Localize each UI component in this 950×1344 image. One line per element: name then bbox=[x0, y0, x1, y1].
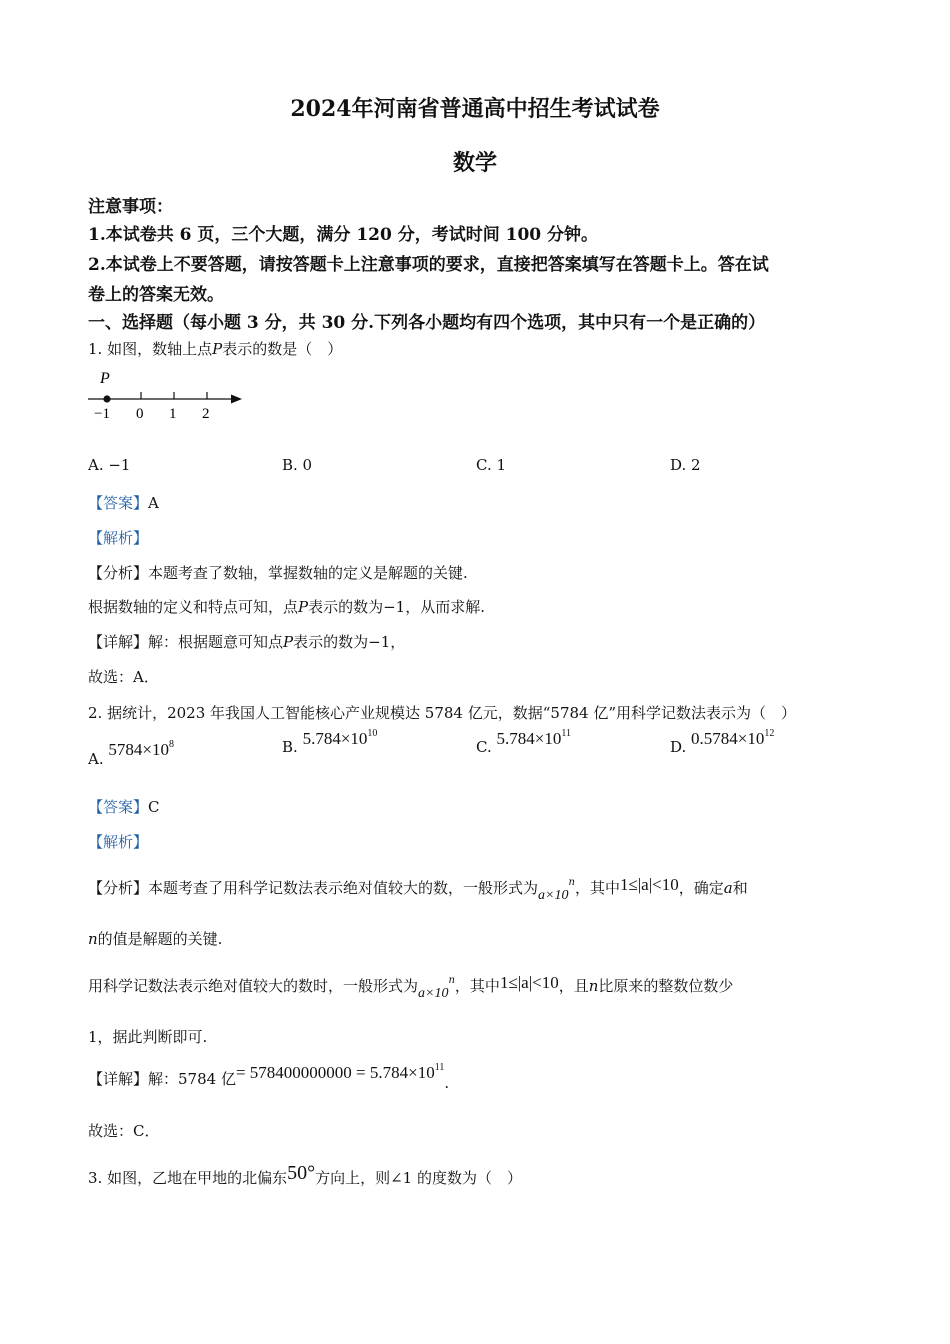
q2-option-c: C. $5.784\times 10^{11}$ bbox=[476, 728, 571, 756]
q2-stem: 2. 据统计，2023 年我国人工智能核心产业规模达 5784 亿元，数据“5784 亿”用科学记数法表示为（ ） bbox=[88, 704, 797, 722]
q2-option-b: B. $5.784\times 10^{10}$ bbox=[282, 728, 378, 756]
q1-option-d: D. 2 bbox=[670, 456, 701, 474]
q3-stem: 3. 如图，乙地在甲地的北偏东50°方向上，则∠1 的度数为（ ） bbox=[88, 1162, 522, 1187]
q2-conclusion: 故选：C． bbox=[88, 1122, 160, 1140]
q1-option-a: A. −1 bbox=[88, 456, 131, 474]
q1-option-c: C. 1 bbox=[476, 456, 507, 474]
q2-line4: 1，据此判断即可. bbox=[88, 1028, 208, 1046]
section-heading: 一、选择题（每小题 3 分，共 30 分.下列各小题均有四个选项，其中只有一个是正确的） bbox=[88, 313, 766, 333]
q2-fenxi: 【分析】本题考查了用科学记数法表示绝对值较大的数，一般形式为$a\times 10^n$，其中1≤|a|<10，确定a和 bbox=[88, 875, 748, 903]
q2-option-a: A. $5784\times 10^8$ bbox=[88, 739, 174, 768]
tick-label-1: 1 bbox=[169, 406, 177, 422]
tick-label-0: 0 bbox=[136, 406, 144, 422]
q2-xiangjie: 【详解】解：5784 亿= $578400000000 = 5.784\times 10^{11}$. bbox=[88, 1062, 450, 1092]
q2-line3: 用科学记数法表示绝对值较大的数时，一般形式为$a\times 10^n$，其中1≤|a|<10，且n比原来的整数位数少 bbox=[88, 973, 734, 1001]
q2-option-d: D. $0.5784\times 10^{12}$ bbox=[670, 728, 775, 756]
notes-line-1: 1.本试卷共 6 页，三个大题，满分 120 分，考试时间 100 分钟。 bbox=[88, 225, 599, 245]
tick-label-2: 2 bbox=[202, 406, 210, 422]
arrow-icon bbox=[231, 395, 242, 404]
q2-answer: 【答案】C bbox=[88, 798, 160, 816]
q1-stem: 1. 如图，数轴上点P表示的数是（ ） bbox=[88, 340, 343, 358]
number-line-figure bbox=[84, 364, 249, 428]
q1-analysis-tag: 【解析】 bbox=[88, 529, 149, 547]
q1-xiangjie: 【详解】解：根据题意可知点P表示的数为−1， bbox=[88, 633, 406, 651]
subject-title: 数学 bbox=[452, 150, 497, 176]
tick-label-neg1: −1 bbox=[94, 406, 110, 422]
notes-heading: 注意事项： bbox=[88, 197, 173, 217]
point-p-dot bbox=[103, 395, 110, 402]
point-p-label: P bbox=[100, 370, 110, 387]
q1-conclusion: 故选：A． bbox=[88, 668, 159, 686]
notes-line-2b: 卷上的答案无效。 bbox=[88, 285, 224, 305]
q2-fenxi-line2: n的值是解题的关键. bbox=[88, 930, 223, 948]
q1-option-b: B. 0 bbox=[282, 456, 313, 474]
exam-title: 2024年河南省普通高中招生考试试卷 bbox=[290, 96, 660, 122]
q1-fenxi: 【分析】本题考查了数轴，掌握数轴的定义是解题的关键. bbox=[88, 564, 468, 582]
q1-fenxi-line2: 根据数轴的定义和特点可知，点P表示的数为−1，从而求解. bbox=[88, 598, 485, 616]
q2-analysis-tag: 【解析】 bbox=[88, 833, 149, 851]
notes-line-2a: 2.本试卷上不要答题，请按答题卡上注意事项的要求，直接把答案填写在答题卡上。答在试 bbox=[88, 255, 769, 275]
q1-answer: 【答案】A bbox=[88, 494, 159, 512]
